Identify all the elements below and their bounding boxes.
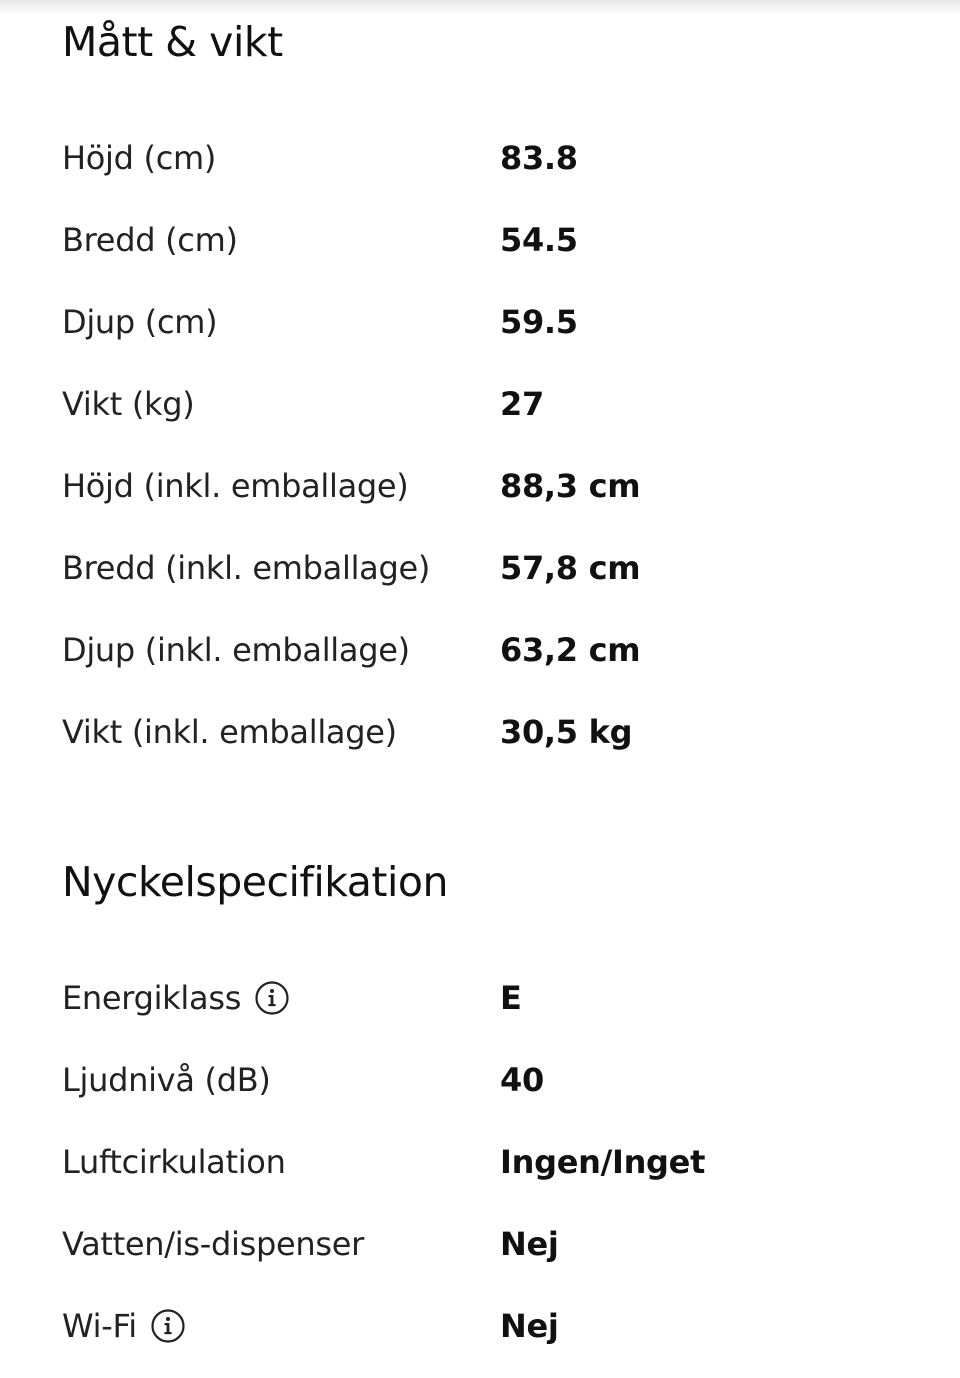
spec-row-air-circulation xyxy=(62,1138,922,1186)
spec-row-depth xyxy=(62,298,922,346)
spec-label: Ljudnivå (dB) xyxy=(62,1061,271,1099)
spec-row-depth-packaged xyxy=(62,626,922,674)
spec-label: Wi-Fi xyxy=(62,1307,137,1345)
spec-label: Djup (cm) xyxy=(62,303,218,341)
spec-value: 30,5 kg xyxy=(500,713,633,751)
spec-label: Energiklass xyxy=(62,979,242,1017)
spec-label: Luftcirkulation xyxy=(62,1143,286,1181)
spec-value: 59.5 xyxy=(500,303,578,341)
spec-value: Nej xyxy=(500,1307,559,1345)
spec-row-width xyxy=(62,216,922,264)
spec-label-with-icon xyxy=(62,974,289,1022)
spec-label: Höjd (inkl. emballage) xyxy=(62,467,409,505)
spec-row-wifi xyxy=(62,1302,922,1350)
spec-row-height-packaged xyxy=(62,462,922,510)
spec-label: Djup (inkl. emballage) xyxy=(62,631,410,669)
spec-row-weight-packaged xyxy=(62,708,922,756)
info-icon[interactable] xyxy=(255,980,289,1014)
spec-value: 63,2 cm xyxy=(500,631,641,669)
spec-value: Ingen/Inget xyxy=(500,1143,706,1181)
spec-value: 54.5 xyxy=(500,221,578,259)
spec-row-height xyxy=(62,134,922,182)
spec-label: Bredd (cm) xyxy=(62,221,238,259)
spec-value: 40 xyxy=(500,1061,544,1099)
spec-label: Vatten/is-dispenser xyxy=(62,1225,364,1263)
spec-value: 57,8 cm xyxy=(500,549,641,587)
spec-label: Vikt (kg) xyxy=(62,385,195,423)
spec-label: Höjd (cm) xyxy=(62,139,217,177)
spec-row-noise-level xyxy=(62,1056,922,1104)
spec-label-with-icon xyxy=(62,1302,185,1350)
spec-value: Nej xyxy=(500,1225,559,1263)
spec-row-width-packaged xyxy=(62,544,922,592)
spec-label: Vikt (inkl. emballage) xyxy=(62,713,397,751)
section-title-key-specs: Nyckelspecifikation xyxy=(62,858,448,906)
spec-row-energy-class xyxy=(62,974,922,1022)
spec-value: E xyxy=(500,979,522,1017)
spec-value: 27 xyxy=(500,385,544,423)
spec-row-weight xyxy=(62,380,922,428)
spec-value: 83.8 xyxy=(500,139,578,177)
spec-label: Bredd (inkl. emballage) xyxy=(62,549,431,587)
info-icon[interactable] xyxy=(151,1308,185,1342)
section-title-dimensions: Mått & vikt xyxy=(62,18,283,66)
spec-value: 88,3 cm xyxy=(500,467,641,505)
spec-row-water-ice-dispenser xyxy=(62,1220,922,1268)
top-shadow xyxy=(0,0,960,14)
